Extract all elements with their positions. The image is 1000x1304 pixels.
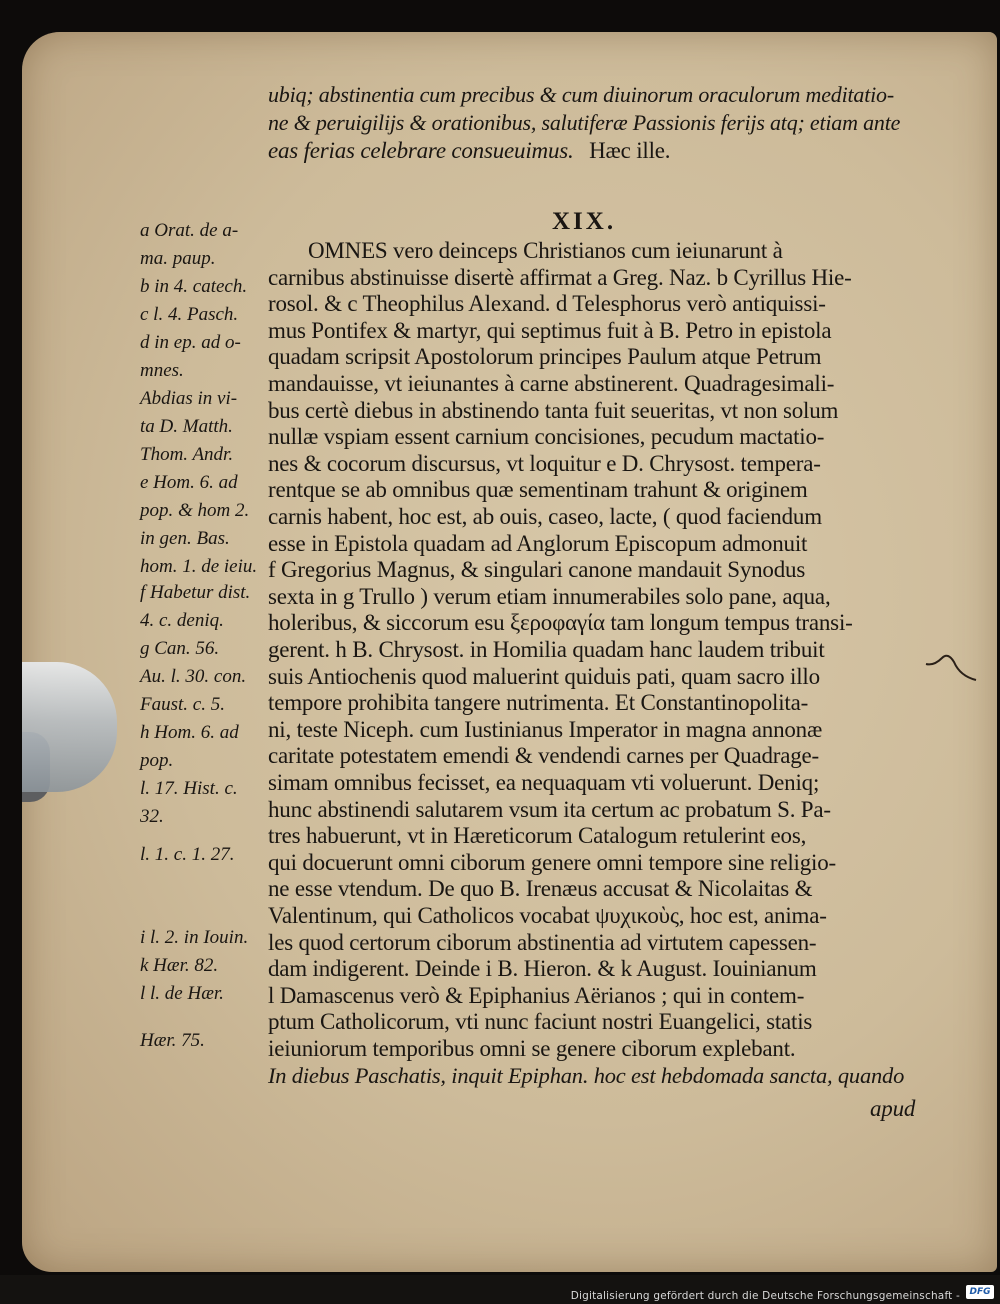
body-line: qui docuerunt omni ciborum genere omni tempore sine religio- [268,849,836,875]
margin-note: pop. & hom 2. [140,500,250,521]
margin-note: Hær. 75. [140,1030,205,1051]
body-line: sexta in g Trullo ) verum etiam innumerabiles solo pane, aqua, [268,583,831,609]
body-line: bus certè diebus in abstinendo tanta fuit seueritas, vt non solum [268,397,839,423]
margin-note: b in 4. catech. [140,276,248,297]
body-line: rosol. & c Theophilus Alexand. d Telesphorus verò antiquissi- [268,291,826,317]
body-line: mandauisse, vt ieiunantes à carne abstinerent. Quadragesimali- [268,371,835,396]
body-line: nullæ vspiam essent carnium concisiones, pecudum mactatio- [268,424,825,450]
margin-note: i l. 2. in Iouin. [140,927,249,948]
body-line: tres habuerunt, vt in Hæreticorum Catalogum retulerint eos, [268,823,807,849]
body-line: OMNES vero deinceps Christianos cum ieiunarunt à [308,238,783,263]
margin-note: f Habetur dist. [140,582,251,603]
body-line: ieiuniorum temporibus omni se genere ciborum explebant. [268,1036,796,1061]
margin-note: d in ep. ad o- [140,332,241,353]
margin-note: l. 1. c. 1. 27. [140,844,235,865]
margin-note: pop. [140,750,174,771]
body-line: rentque se ab omnibus quæ sementinam trahunt & originem [268,477,808,503]
margin-note: 32. [140,806,164,827]
margin-note: h Hom. 6. ad [140,722,239,743]
body-line: esse in Epistola quadam ad Anglorum Episcopum admonuit [268,530,808,556]
header-line-3-italic: eas ferias celebrare consueuimus. [268,138,574,163]
margin-note: k Hær. 82. [140,955,219,976]
body-line: ne esse vtendum. De quo B. Irenæus accusat & Nicolaitas & [268,876,813,902]
margin-pen-mark [924,644,984,694]
header-line-3-roman: Hæc ille. [589,138,671,163]
margin-note: hom. 1. de ieiu. [140,556,258,577]
dfg-logo: DFG [966,1285,994,1299]
margin-note: 4. c. deniq. [140,610,224,631]
margin-note: c l. 4. Pasch. [140,304,239,325]
body-line: l Damascenus verò & Epiphanius Aërianos ; qui in contem- [268,982,805,1008]
body-line: carnis habent, hoc est, ab ouis, caseo, lacte, ( quod faciendum [268,504,822,529]
margin-note: Thom. Andr. [140,444,234,465]
body-line: mus Pontifex & martyr, qui septimus fuit à B. Petro in epistola [268,317,832,343]
margin-note: l l. de Hær. [140,983,224,1004]
page-clip [22,662,117,792]
catchword: apud [870,1096,916,1121]
header-line-1: ubiq; abstinentia cum precibus & cum diuinorum oraculorum meditatio- [268,82,894,107]
body-line: dam indigerent. Deinde i B. Hieron. & k August. Iouinianum [268,956,817,982]
body-line: suis Antiochenis quod maluerint quiduis pati, quam sacro illo [268,663,820,689]
body-line: gerent. h B. Chrysost. in Homilia quadam hanc laudem tribuit [268,637,825,662]
header-line-3 [268,138,904,164]
margin-note: Abdias in vi- [140,388,238,409]
margin-note: Faust. c. 5. [140,694,225,715]
body-line: ni, teste Niceph. cum Iustinianus Imperator in magna annonæ [268,716,823,742]
body-line: Valentinum, qui Catholicos vocabat ψυχικοὺς, hoc est, anima- [268,903,827,928]
body-line: holeribus, & siccorum esu ξεροφαγία tam longum tempus transi- [268,610,853,636]
margin-note: a Orat. de a- [140,220,239,241]
margin-note: ta D. Matth. [140,416,233,437]
body-line: f Gregorius Magnus, & singulari canone mandauit Synodus [268,557,806,583]
body-line: quadam scripsit Apostolorum principes Paulum atque Petrum [268,344,822,370]
margin-note: ma. paup. [140,248,216,269]
margin-note: l. 17. Hist. c. [140,778,238,799]
body-line: In diebus Paschatis, inquit Epiphan. hoc est hebdomada sancta, quando [268,1062,905,1088]
section-heading: XIX. [552,208,617,235]
margin-note: in gen. Bas. [140,528,230,549]
body-line: les quod certorum ciborum abstinentia ad virtutem capessen- [268,929,817,955]
margin-note: Au. l. 30. con. [140,666,247,687]
margin-note: e Hom. 6. ad [140,472,238,493]
header-line-2: ne & peruigilijs & orationibus, salutiferæ Passionis ferijs atq; etiam ante [268,110,901,135]
body-line: hunc abstinendi salutarem vsum ita certum ac probatum S. Pa- [268,796,831,822]
body-line: simam omnibus fecisset, ea nequaquam vti voluerunt. Deniq; [268,770,820,795]
body-line: caritate potestatem emendi & vendendi carnes per Quadrage- [268,743,820,769]
footer-credit: Digitalisierung gefördert durch die Deutsche Forschungsgemeinschaft - [570,1290,960,1302]
margin-note: mnes. [140,360,184,381]
body-line: tempore prohibita tangere nutrimenta. Et Constantinopolita- [268,690,809,716]
book-page [22,32,997,1272]
body-line: nes & cocorum discursus, vt loquitur e D. Chrysost. tempera- [268,450,821,476]
body-line: ptum Catholicorum, vti nunc faciunt nostri Euangelici, statis [268,1009,813,1035]
margin-note: g Can. 56. [140,638,220,659]
body-line: carnibus abstinuisse disertè affirmat a Greg. Naz. b Cyrillus Hie- [268,264,852,290]
